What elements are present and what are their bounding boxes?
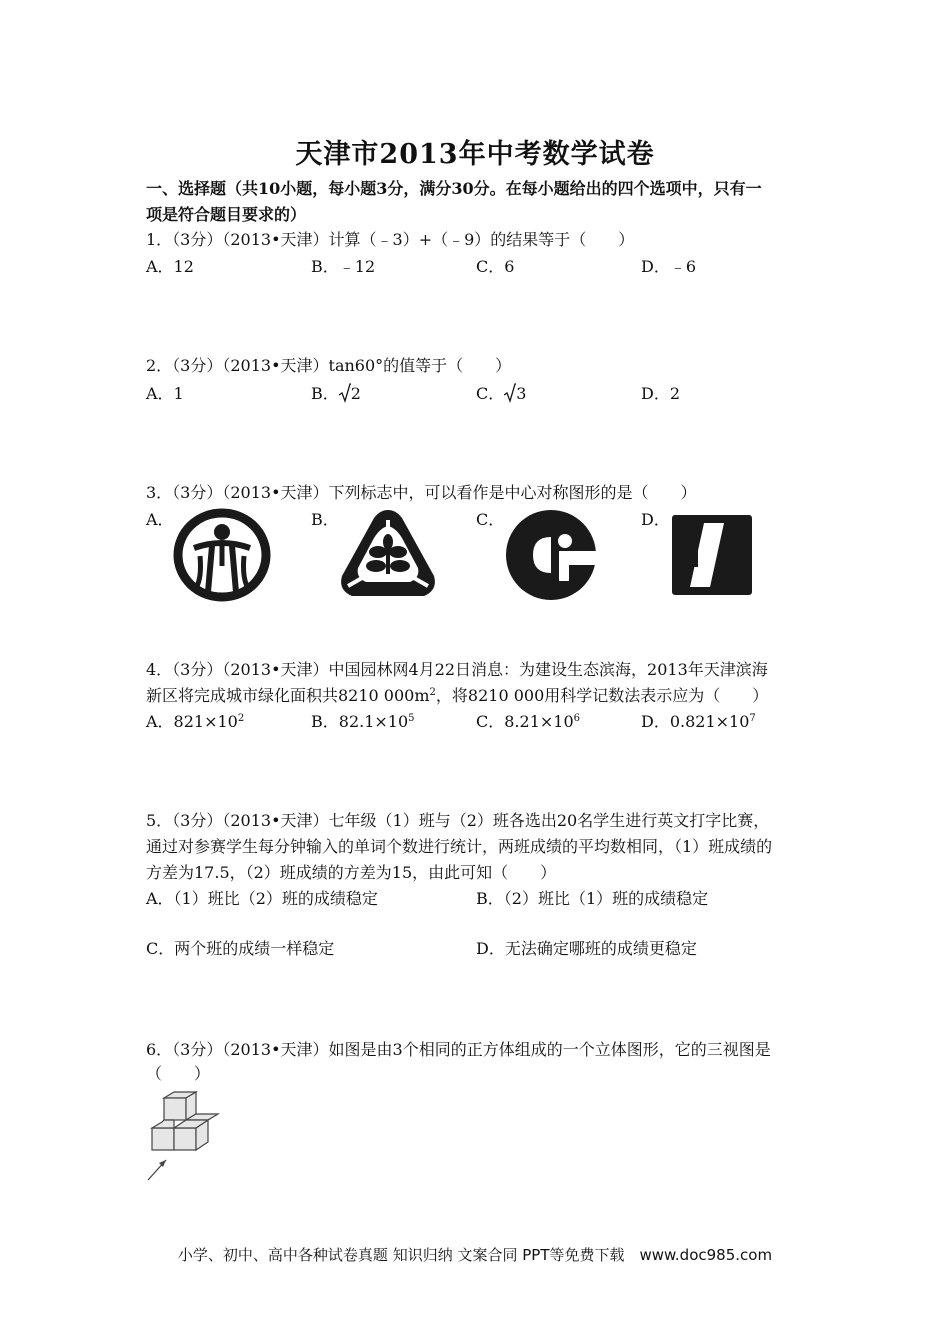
q2-option-c: C． 3 (476, 384, 527, 403)
q3-option-c: C． (476, 510, 505, 529)
section-header-line1: 一、选择题（共10小题，每小题3分，满分30分。在每小题给出的四个选项中，只有一 (146, 179, 762, 198)
q5-stem-line1: 5．（3分）（2013•天津）七年级（1）班与（2）班各选出20名学生进行英文打字比赛， (146, 811, 770, 830)
q5-option-d: D．无法确定哪班的成绩更稳定 (476, 939, 697, 958)
footer-text: 小学、初中、高中各种试卷真题 知识归纳 文案合同 PPT等免费下载 www.doc985.com (177, 1246, 773, 1264)
q1-option-d: D．﹣6 (641, 257, 697, 276)
q6-stem-line2: （ ） (146, 1064, 211, 1083)
q4-option-d: D．$0.821\times 10^7$ (641, 712, 756, 731)
q5-option-c: C．两个班的成绩一样稳定 (146, 939, 335, 958)
sqrt-symbol-icon (504, 383, 516, 403)
q3-stem: 3．（3分）（2013•天津）下列标志中，可以看作是中心对称图形的是（ ） (146, 483, 697, 502)
logo-a-ring-figure-icon (172, 508, 272, 602)
q3-option-b: B． (311, 510, 339, 529)
sqrt-symbol-icon (339, 383, 351, 403)
q3-option-d: D． (641, 510, 670, 529)
logo-d-square-slash-icon (670, 513, 754, 597)
q4-option-b: B．$82.1\times 10^5$ (311, 712, 415, 731)
q4-stem-line1: 4．（3分）（2013•天津）中国园林网4月22日消息：为建设生态滨海，2013年天津滨海 (146, 660, 768, 679)
q4-option-c: C．$8.21\times 10^6$ (476, 712, 581, 731)
q2-option-d: D．2 (641, 384, 681, 403)
q5-stem-line3: 方差为17.5，（2）班成绩的方差为15，由此可知（ ） (146, 863, 557, 882)
q1-option-a: A．12 (146, 257, 194, 276)
q1-option-b: B．﹣12 (311, 257, 376, 276)
q5-stem-line2: 通过对参赛学生每分钟输入的单词个数进行统计，两班成绩的平均数相同，（1）班成绩的 (146, 837, 773, 856)
q2-option-b: B． 2 (311, 384, 361, 403)
three-cubes-figure-icon (142, 1090, 222, 1186)
q1-stem: 1．（3分）（2013•天津）计算（﹣3）+（﹣9）的结果等于（ ） (146, 230, 635, 249)
q1-option-c: C．6 (476, 257, 515, 276)
section-header-line2: 项是符合题目要求的） (146, 205, 307, 224)
q3-option-a: A． (146, 510, 174, 529)
logo-c-g-circle-icon (503, 507, 599, 603)
q2-stem: 2．（3分）（2013•天津）tan60°的值等于（ ） (146, 356, 512, 375)
page-title: 天津市2013年中考数学试卷 (295, 139, 655, 170)
q4-option-a: A．$821\times 10^2$ (146, 712, 245, 731)
q5-option-b: B．（2）班比（1）班的成绩稳定 (476, 889, 709, 908)
q6-stem-line1: 6．（3分）（2013•天津）如图是由3个相同的正方体组成的一个立体图形，它的三视图是 (146, 1040, 771, 1059)
q2-option-a: A．1 (146, 384, 184, 403)
q4-stem-line2: 新区将完成城市绿化面积共8210 $000m^2$，将8210 000用科学记数法表示应为（ ） (146, 686, 769, 705)
logo-b-triangle-leaves-icon (338, 506, 438, 602)
q5-option-a: A．（1）班比（2）班的成绩稳定 (146, 889, 378, 908)
